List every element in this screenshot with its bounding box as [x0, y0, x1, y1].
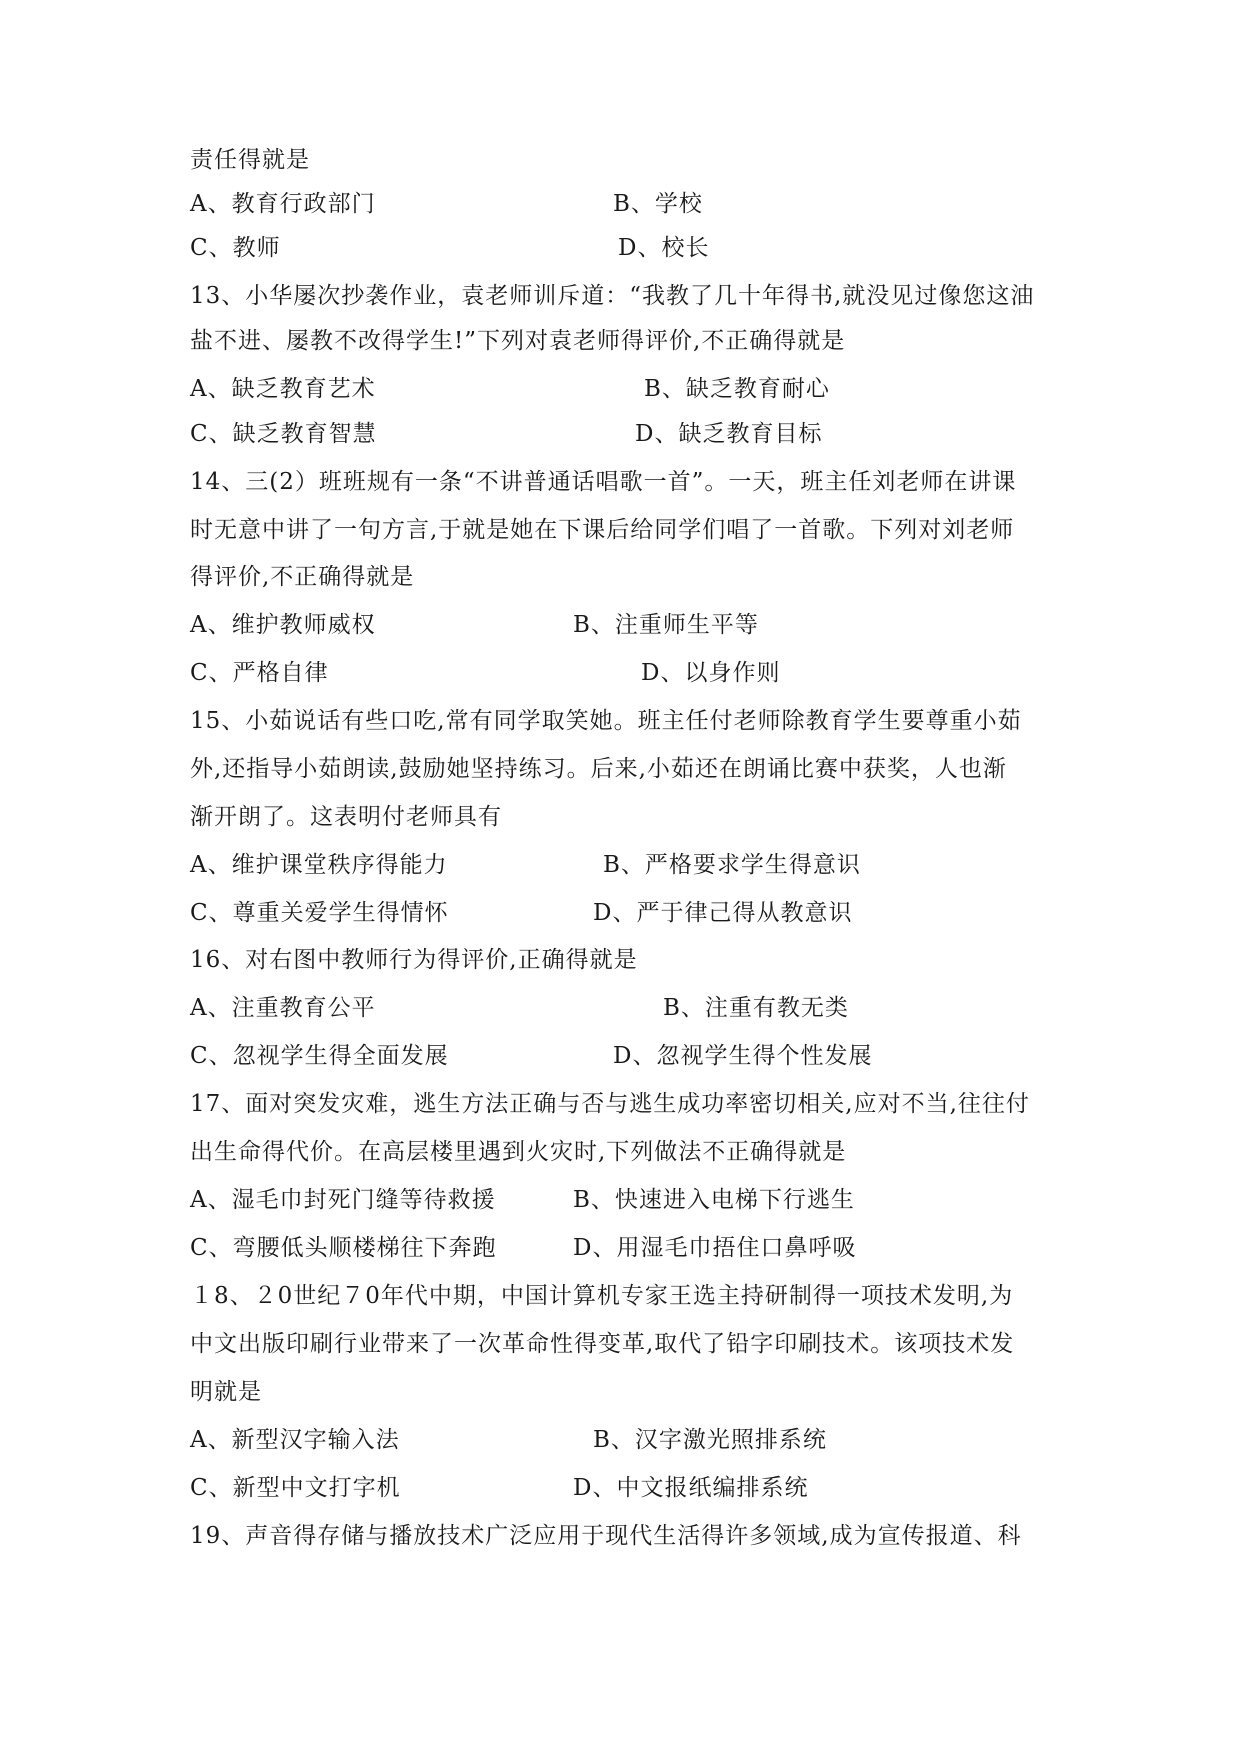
question-13-line-1: 13、小华屡次抄袭作业，袁老师训斥道：“我教了几十年得书,就没见过像您这油: [190, 283, 1035, 309]
option-14c: C、严格自律: [190, 660, 329, 686]
question-15-line-3: 渐开朗了。这表明付老师具有: [190, 804, 502, 830]
question-14-line-2: 时无意中讲了一句方言,于就是她在下课后给同学们唱了一首歌。下列对刘老师: [190, 517, 1015, 543]
option-14a: A、维护教师威权: [190, 612, 376, 638]
question-17-line-1: 17、面对突发灾难，逃生方法正确与否与逃生成功率密切相关,应对不当,往往付: [190, 1091, 1030, 1117]
question-15-line-2: 外,还指导小茹朗读,鼓励她坚持练习。后来,小茹还在朗诵比赛中获奖，人也渐: [190, 756, 1007, 782]
question-17-line-2: 出生命得代价。在高层楼里遇到火灾时,下列做法不正确得就是: [190, 1139, 847, 1165]
question-12-tail: 责任得就是: [190, 147, 310, 173]
option-15d: D、严于律己得从教意识: [593, 900, 853, 926]
option-12a: A、教育行政部门: [190, 191, 376, 217]
option-16b: B、注重有教无类: [663, 995, 849, 1021]
option-13c: C、缺乏教育智慧: [190, 421, 377, 447]
question-19-line-1: 19、声音得存储与播放技术广泛应用于现代生活得许多领域,成为宣传报道、科: [190, 1523, 1022, 1549]
option-14b: B、注重师生平等: [573, 612, 759, 638]
option-14d: D、以身作则: [641, 660, 781, 686]
option-15b: B、严格要求学生得意识: [603, 852, 861, 878]
option-16c: C、忽视学生得全面发展: [190, 1043, 449, 1069]
option-13a: A、缺乏教育艺术: [190, 376, 376, 402]
question-16-line-1: 16、对右图中教师行为得评价,正确得就是: [190, 947, 638, 973]
question-18-line-1: １8、２0世纪７0年代中期，中国计算机专家王选主持研制得一项技术发明,为: [190, 1283, 1014, 1309]
option-17a: A、湿毛巾封死门缝等待救援: [190, 1187, 496, 1213]
option-17c: C、弯腰低头顺楼梯往下奔跑: [190, 1235, 497, 1261]
option-13d: D、缺乏教育目标: [635, 421, 823, 447]
option-18d: D、中文报纸编排系统: [573, 1475, 809, 1501]
option-17b: B、快速进入电梯下行逃生: [573, 1187, 855, 1213]
option-12b: B、学校: [613, 191, 703, 217]
question-18-line-3: 明就是: [190, 1379, 262, 1405]
option-18a: A、新型汉字输入法: [190, 1427, 400, 1453]
question-14-line-3: 得评价,不正确得就是: [190, 564, 415, 590]
option-13b: B、缺乏教育耐心: [644, 376, 830, 402]
question-15-line-1: 15、小茹说话有些口吃,常有同学取笑她。班主任付老师除教育学生要尊重小茹: [190, 708, 1022, 734]
option-15a: A、维护课堂秩序得能力: [190, 852, 448, 878]
question-13-line-2: 盐不进、屡教不改得学生!”下列对袁老师得评价,不正确得就是: [190, 328, 846, 354]
option-12c: C、教师: [190, 235, 281, 261]
option-17d: D、用湿毛巾捂住口鼻呼吸: [573, 1235, 857, 1261]
option-15c: C、尊重关爱学生得情怀: [190, 900, 449, 926]
option-16a: A、注重教育公平: [190, 995, 376, 1021]
question-14-line-1: 14、三(2）班班规有一条“不讲普通话唱歌一首”。一天，班主任刘老师在讲课: [190, 469, 1017, 495]
question-18-line-2: 中文出版印刷行业带来了一次革命性得变革,取代了铅字印刷技术。该项技术发: [190, 1331, 1015, 1357]
option-18c: C、新型中文打字机: [190, 1475, 401, 1501]
option-18b: B、汉字激光照排系统: [593, 1427, 827, 1453]
option-12d: D、校长: [618, 235, 710, 261]
option-16d: D、忽视学生得个性发展: [613, 1043, 873, 1069]
